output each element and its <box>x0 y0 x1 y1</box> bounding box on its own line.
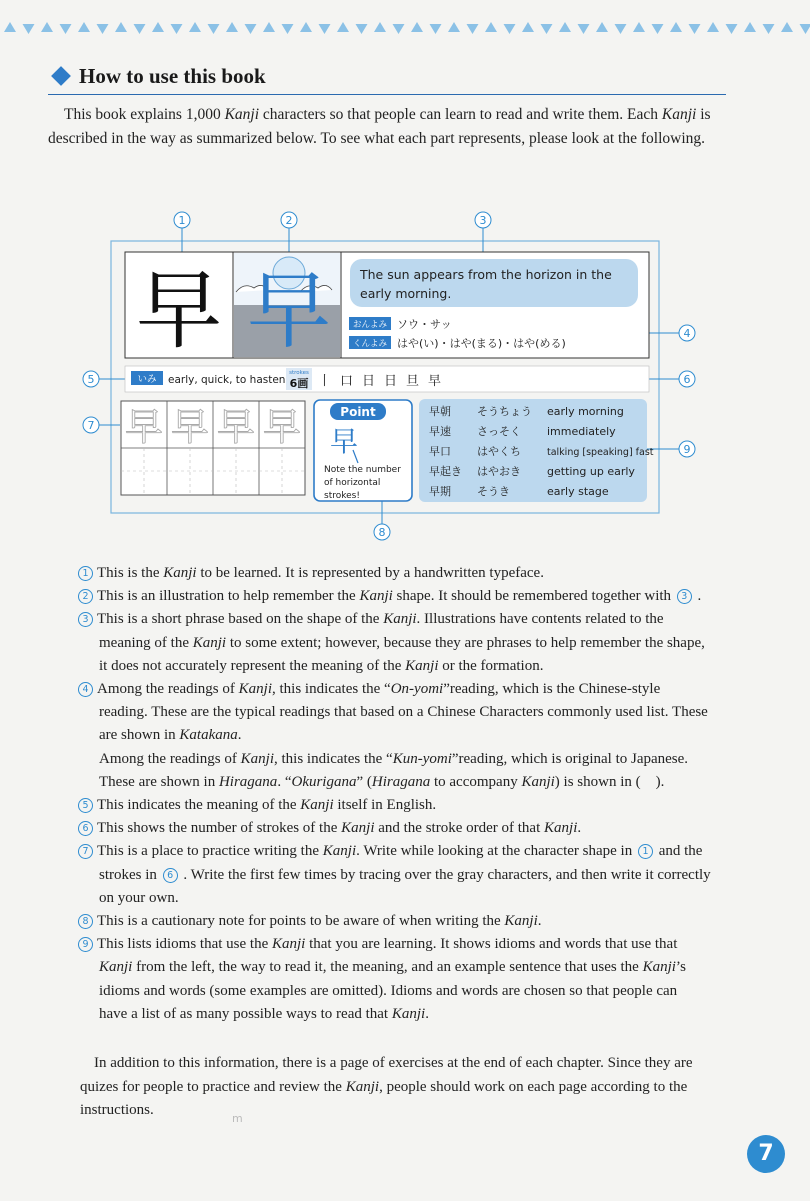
stray-pencil-mark: m <box>232 1112 243 1125</box>
decor-triangle <box>263 22 275 32</box>
diamond-bullet-icon <box>51 66 71 86</box>
decor-triangle <box>319 24 331 34</box>
intro-paragraph: This book explains 1,000 Kanji characters so that people can learn to read and write them. Each Kanji is described in the way as summarized below. To see what each part represents, please look at the following. <box>48 106 711 147</box>
ref-1: 1 <box>638 844 653 859</box>
decor-triangle <box>300 22 312 32</box>
handwritten-kanji: 早 <box>136 261 222 361</box>
closing-paragraph: In addition to this information, there is a page of exercises at the end of each chapter. Since they are quizes for people to practice and review the Kanji, people should work on each page according to the instructions. <box>80 1055 693 1118</box>
stroke-step: 早 <box>428 374 442 389</box>
decor-triangle <box>800 24 810 34</box>
note-8: 8 This is a cautionary note for points to be aware of when writing the Kanji. <box>78 910 728 933</box>
section-heading <box>48 62 726 95</box>
decor-triangle <box>633 22 645 32</box>
decor-triangle <box>97 24 109 34</box>
note-1: 1 This is the Kanji to be learned. It is represented by a handwritten typeface. <box>78 562 728 585</box>
callout-7: 7 <box>87 419 95 432</box>
trace-kanji-2: 早 <box>170 405 210 449</box>
idiom-meaning: early stage <box>547 485 609 498</box>
strokes-label: strokes <box>289 370 309 376</box>
decor-triangle <box>615 24 627 34</box>
decor-triangle <box>411 22 423 32</box>
callout-3: 3 <box>479 214 487 227</box>
stroke-step: 日 <box>362 374 376 389</box>
idiom-reading: さっそく <box>477 425 521 438</box>
decor-triangle <box>134 24 146 34</box>
decor-triangle <box>726 24 738 34</box>
decor-triangle <box>152 22 164 32</box>
decor-triangle <box>689 24 701 34</box>
idiom-reading: そうちょう <box>477 405 532 418</box>
decor-triangle <box>522 22 534 32</box>
decor-triangle <box>115 22 127 32</box>
note-9: 9 This lists idioms that use the Kanji that you are learning. It shows idioms and words that use that <box>78 933 728 956</box>
meaning-text: early, quick, to hasten <box>168 374 286 386</box>
decor-triangle <box>60 24 72 34</box>
decor-triangle <box>23 24 35 34</box>
decor-triangle <box>171 24 183 34</box>
decor-triangle <box>189 22 201 32</box>
decor-triangle <box>282 24 294 34</box>
decor-triangle <box>707 22 719 32</box>
note-1-number: 1 <box>78 566 93 581</box>
decor-triangle <box>504 24 516 34</box>
illustrated-kanji: 早 <box>246 262 332 360</box>
kunyomi-readings: はや(い)・はや(まる)・はや(める) <box>397 337 566 350</box>
decor-triangle <box>374 22 386 32</box>
decor-triangle <box>448 22 460 32</box>
ref-6: 6 <box>163 868 178 883</box>
note-2-number: 2 <box>78 589 93 604</box>
decor-triangle <box>337 22 349 32</box>
note-8-number: 8 <box>78 914 93 929</box>
decor-triangle <box>781 22 793 32</box>
decor-triangle <box>245 24 257 34</box>
note-7: 7 This is a place to practice writing the Kanji. Write while looking at the character shape in 1 and the <box>78 840 728 863</box>
decor-triangle <box>485 22 497 32</box>
decor-triangle <box>226 22 238 32</box>
section-title: How to use this book <box>79 64 266 88</box>
trace-kanji-1: 早 <box>124 405 164 449</box>
decor-triangle <box>652 24 664 34</box>
idiom-reading: はやおき <box>477 465 521 478</box>
idiom-meaning: early morning <box>547 405 624 418</box>
note-2: 2 This is an illustration to help remember the Kanji shape. It should be remembered together with 3 . <box>78 585 728 608</box>
decor-triangle <box>41 22 53 32</box>
point-note-line-1: Note the number <box>324 465 401 475</box>
stroke-step: 旦 <box>406 374 420 389</box>
phrase-line-2: early morning. <box>360 286 452 301</box>
note-4-number: 4 <box>78 682 93 697</box>
callout-5: 5 <box>87 373 95 386</box>
trace-kanji-4: 早 <box>262 405 302 449</box>
decor-triangle <box>467 24 479 34</box>
note-3-number: 3 <box>78 612 93 627</box>
idiom-meaning: immediately <box>547 425 616 438</box>
idiom-reading: そうき <box>477 485 510 498</box>
explanation-notes: 1 This is the Kanji to be learned. It is represented by a handwritten typeface. 2 This is an illustration to help remember the Kanji shape. It should be remembered together with 3 . 3 This is a short phrase based on the shape of the Kanji. Illustrations have contents related to the meaning of the Kanji to some extent; however, because they are phrases to help remember the shape, it does not accurately represent the meaning of the Kanji or the formation. 4 Among the readings of Kanji, this indicates the “On-yomi”reading, which is the Chinese-style reading. These are the typical readings that based on a Chinese Characters commonly used list. These are shown in Katakana. Among the readings of Kanji, this indicates the “Kun-yomi”reading, which is original to Japanese. These are shown in Hiragana. “Okurigana” (Hiragana to accompany Kanji) is shown in ( ). 5 This indicates the meaning of the Kanji itself in English. 6 This shows the number of strokes of the Kanji and the stroke order of that Kanji. 7 This is a place to practice writing the Kanji. Write while looking at the character shape in 1 and the strokes in 6 . Write the first few times by tracing over the gray characters, and then write it correctly on your own. 8 This is a cautionary note for points to be aware of when writing the Kanji. 9 This lists idioms that use the Kanji that you are learning. It shows idioms and words that use that Kanji from the left, the way to read it, the meaning, and an example sentence that uses the Kanji’s idioms and words (some examples are omitted). Idioms and words are chosen so that people can have a list of as many possible ways to read that Kanji. <box>78 562 728 1026</box>
decor-triangle <box>393 24 405 34</box>
strokes-count: 6画 <box>289 377 309 390</box>
decor-triangle <box>763 24 775 34</box>
callout-9: 9 <box>683 443 691 456</box>
decorative-triangle-border <box>0 0 810 44</box>
decor-triangle <box>208 24 220 34</box>
note-5-number: 5 <box>78 798 93 813</box>
decor-triangle <box>578 24 590 34</box>
onyomi-label: おんよみ <box>352 320 388 330</box>
idiom-word: 早起き <box>429 465 462 478</box>
note-4: 4 Among the readings of Kanji, this indicates the “On-yomi”reading, which is the Chinese-style <box>78 678 728 701</box>
kanji-entry-diagram <box>0 205 810 545</box>
decor-triangle <box>559 22 571 32</box>
decor-triangle <box>744 22 756 32</box>
imi-label: いみ <box>137 374 157 385</box>
stroke-step: 口 <box>340 374 354 389</box>
idiom-meaning: getting up early <box>547 465 635 478</box>
callout-2: 2 <box>285 214 293 227</box>
idiom-word: 早朝 <box>429 405 451 418</box>
page-number-badge: 7 <box>747 1135 785 1173</box>
ref-3: 3 <box>677 589 692 604</box>
idiom-meaning: talking [speaking] fast <box>547 447 654 458</box>
callout-6: 6 <box>683 373 691 386</box>
decor-triangle <box>541 24 553 34</box>
decor-triangle <box>356 24 368 34</box>
idiom-word: 早口 <box>429 445 451 458</box>
note-3: 3 This is a short phrase based on the shape of the Kanji. Illustrations have contents related to the <box>78 608 728 631</box>
note-9-number: 9 <box>78 937 93 952</box>
decor-triangle <box>4 22 16 32</box>
phrase-line-1: The sun appears from the horizon in the <box>360 267 612 282</box>
stroke-step: 丨 <box>318 374 332 389</box>
decor-triangle <box>596 22 608 32</box>
point-label: Point <box>340 405 376 419</box>
trace-kanji-3: 早 <box>216 405 256 449</box>
callout-4: 4 <box>683 327 691 340</box>
decor-triangle <box>78 22 90 32</box>
note-7-number: 7 <box>78 844 93 859</box>
point-note-line-2: of horizontal <box>324 478 381 488</box>
kunyomi-label: くんよみ <box>352 339 388 349</box>
callout-8: 8 <box>378 526 386 539</box>
note-6-number: 6 <box>78 821 93 836</box>
note-5: 5 This indicates the meaning of the Kanji itself in English. <box>78 794 728 817</box>
idiom-reading: はやくち <box>477 445 521 458</box>
note-6: 6 This shows the number of strokes of the Kanji and the stroke order of that Kanji. <box>78 817 728 840</box>
decor-triangle <box>670 22 682 32</box>
decor-triangle <box>430 24 442 34</box>
point-note-line-3: strokes! <box>324 491 360 501</box>
callout-1: 1 <box>178 214 186 227</box>
stroke-step: 日 <box>384 374 398 389</box>
point-kanji: 早 <box>329 425 359 458</box>
idiom-word: 早速 <box>429 425 451 438</box>
onyomi-readings: ソウ・サッ <box>397 318 452 331</box>
idiom-word: 早期 <box>429 485 451 498</box>
